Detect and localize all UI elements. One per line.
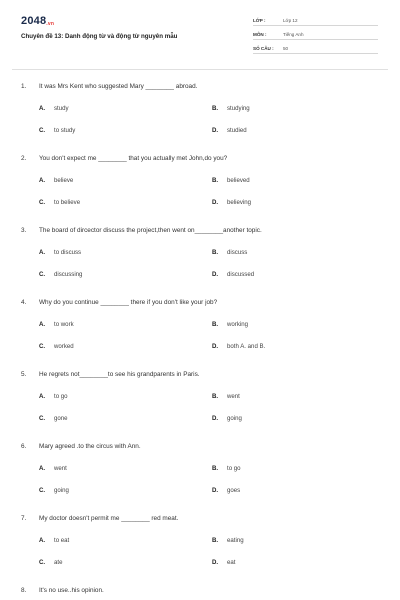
option-text: worked (54, 343, 74, 350)
question-number: 4. (21, 299, 27, 306)
question-text (21, 515, 178, 522)
option-letter: B. (212, 321, 219, 328)
option-text: discussing (54, 271, 83, 278)
question-text (21, 83, 197, 90)
option-text: discuss (227, 249, 248, 256)
subject-label: MÔN : (253, 32, 267, 37)
question-number: 5. (21, 371, 27, 378)
option-letter: B. (212, 393, 219, 400)
answer-option[interactable] (39, 249, 81, 256)
option-text: believed (227, 177, 250, 184)
option-letter: A. (39, 537, 46, 544)
option-letter: A. (39, 465, 46, 472)
question-item (0, 443, 400, 515)
question-body: It's no use..his opinion. (39, 587, 104, 594)
option-letter: B. (212, 249, 219, 256)
answer-option[interactable] (212, 465, 241, 472)
question-count-field (253, 44, 378, 54)
question-item (0, 587, 400, 600)
header-divider (12, 69, 388, 70)
option-text: studying (227, 105, 250, 112)
option-letter: A. (39, 321, 46, 328)
option-letter: B. (212, 105, 219, 112)
option-letter: D. (212, 559, 219, 566)
option-text: to go (227, 465, 241, 472)
question-text (21, 299, 217, 306)
option-text: went (54, 465, 67, 472)
answer-option[interactable] (39, 127, 75, 134)
option-text: gone (54, 415, 68, 422)
option-letter: C. (39, 487, 46, 494)
answer-option[interactable] (212, 271, 254, 278)
question-text (21, 587, 104, 594)
option-text: to discuss (54, 249, 82, 256)
question-body: It was Mrs Kent who suggested Mary ________ abroad. (39, 83, 198, 90)
answer-option[interactable] (39, 271, 82, 278)
question-item (0, 83, 400, 155)
question-text (21, 155, 227, 162)
option-letter: A. (39, 393, 46, 400)
option-letter: C. (39, 271, 46, 278)
option-letter: A. (39, 249, 46, 256)
question-item (0, 299, 400, 371)
question-item (0, 227, 400, 299)
option-text: study (54, 105, 69, 112)
option-letter: C. (39, 199, 46, 206)
answer-option[interactable] (39, 393, 68, 400)
option-text: going (227, 415, 242, 422)
option-letter: D. (212, 343, 219, 350)
answer-option[interactable] (212, 393, 240, 400)
question-number: 6. (21, 443, 27, 450)
answer-option[interactable] (212, 487, 240, 494)
question-body: You don't expect me ________ that you actually met John,do you? (39, 155, 228, 162)
question-body: He regrets not________to see his grandparents in Paris. (39, 371, 200, 378)
question-text (21, 371, 200, 378)
option-letter: C. (39, 343, 46, 350)
option-text: to work (54, 321, 74, 328)
answer-option[interactable] (212, 199, 251, 206)
subject-field (253, 30, 378, 40)
answer-option[interactable] (39, 465, 67, 472)
answer-option[interactable] (39, 321, 74, 328)
question-number: 1. (21, 83, 27, 90)
answer-option[interactable] (212, 177, 250, 184)
question-item (0, 371, 400, 443)
class-field (253, 16, 378, 26)
document-header (0, 0, 400, 70)
answer-option[interactable] (212, 559, 235, 566)
question-item (0, 155, 400, 227)
option-text: to study (54, 127, 76, 134)
topic-title: Chuyên đề 13: Danh động từ và động từ nguyên mẫu (21, 33, 178, 40)
question-body: Mary agreed .to the circus with Ann. (39, 443, 141, 450)
option-text: goes (227, 487, 241, 494)
site-logo[interactable] (21, 15, 54, 27)
option-text: ate (54, 559, 63, 566)
subject-value: Tiếng Anh (283, 32, 304, 37)
option-text: believe (54, 177, 74, 184)
option-letter: B. (212, 177, 219, 184)
option-letter: D. (212, 271, 219, 278)
answer-option[interactable] (39, 343, 74, 350)
logo-domain: .vn (46, 21, 55, 27)
option-letter: B. (212, 465, 219, 472)
option-text: went (227, 393, 240, 400)
question-number: 7. (21, 515, 27, 522)
option-letter: D. (212, 199, 219, 206)
logo-text: 2048 (21, 15, 47, 27)
option-letter: C. (39, 559, 46, 566)
option-letter: B. (212, 537, 219, 544)
question-body: The board of dircector discuss the project,then went on________another topic. (39, 227, 262, 234)
option-letter: D. (212, 487, 219, 494)
answer-option[interactable] (212, 105, 250, 112)
answer-option[interactable] (212, 537, 244, 544)
question-text (21, 227, 262, 234)
answer-option[interactable] (212, 415, 242, 422)
option-text: studied (227, 127, 247, 134)
option-text: both A. and B. (227, 343, 266, 350)
answer-option[interactable] (39, 415, 68, 422)
option-letter: A. (39, 105, 46, 112)
option-text: to eat (54, 537, 70, 544)
option-letter: D. (212, 127, 219, 134)
class-label: LỚP : (253, 18, 266, 23)
option-text: eating (227, 537, 244, 544)
question-number: 2. (21, 155, 27, 162)
answer-option[interactable] (39, 559, 62, 566)
question-text (21, 443, 141, 450)
question-number: 8. (21, 587, 27, 594)
question-count-label: SỐ CÂU : (253, 46, 274, 51)
answer-option[interactable] (39, 177, 73, 184)
option-text: to believe (54, 199, 81, 206)
answer-option[interactable] (39, 537, 69, 544)
option-letter: C. (39, 415, 46, 422)
answer-option[interactable] (212, 127, 247, 134)
answer-option[interactable] (212, 321, 248, 328)
option-text: believing (227, 199, 252, 206)
option-text: eat (227, 559, 236, 566)
question-count-value: 50 (283, 46, 289, 51)
option-text: working (227, 321, 248, 328)
question-body: Why do you continue ________ there if you don't like your job? (39, 299, 218, 306)
answer-option[interactable] (39, 199, 80, 206)
option-text: going (54, 487, 69, 494)
option-letter: D. (212, 415, 219, 422)
option-text: discussed (227, 271, 255, 278)
option-letter: A. (39, 177, 46, 184)
answer-option[interactable] (39, 105, 69, 112)
class-value: Lớp 12 (283, 18, 298, 23)
answer-option[interactable] (212, 343, 265, 350)
question-item (0, 515, 400, 587)
question-body: My doctor doesn't permit me ________ red meat. (39, 515, 179, 522)
question-number: 3. (21, 227, 27, 234)
option-letter: C. (39, 127, 46, 134)
answer-option[interactable] (212, 249, 247, 256)
option-text: to go (54, 393, 68, 400)
answer-option[interactable] (39, 487, 69, 494)
